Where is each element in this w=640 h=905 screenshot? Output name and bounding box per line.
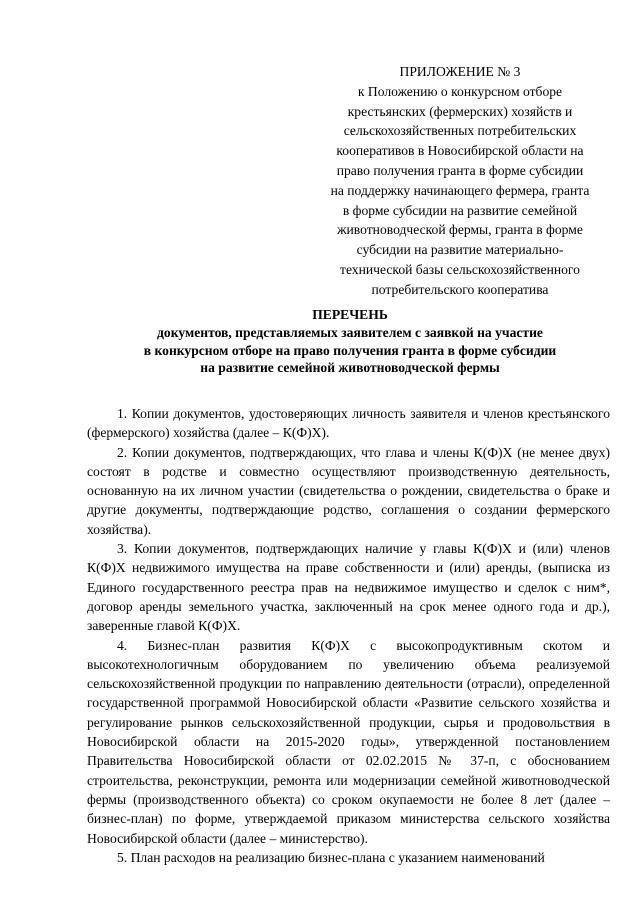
appendix-line: крестьянских (фермерских) хозяйств и <box>347 103 573 119</box>
list-item-5: 5. План расходов на реализацию бизнес-плана с указанием наименований <box>117 849 545 865</box>
appendix-line: кооперативов в Новосибирской области на <box>336 143 584 159</box>
title-line: на развитие семейной животноводческой фермы <box>200 360 500 376</box>
list-item-1: 1. Копии документов, удостоверяющих личность заявителя и членов крестьянского (фермерского) хозяйства (далее – К(Ф)Х). <box>87 406 610 441</box>
appendix-header <box>310 62 610 300</box>
appendix-line: к Положению о конкурсном отборе <box>357 83 563 99</box>
appendix-line: в форме субсидии на развитие семейной <box>342 202 578 218</box>
list-item-3: 3. Копии документов, подтверждающих наличие у главы К(Ф)Х и (или) членов К(Ф)Х недвижимого имущества на праве собственности и (или) аренды, (выписка из Единого государственного реестра прав на недвижимое имущество и сделок с ним*, договор аренды земельного участка, заключенный на срок менее одного года и др.), заверенные главой К(Ф)Х. <box>87 541 610 634</box>
title-line: документов, представляемых заявителем с заявкой на участие <box>157 324 543 340</box>
appendix-line: субсидии на развитие материально- <box>356 242 564 258</box>
document-body <box>87 404 610 867</box>
appendix-line: право получения гранта в форме субсидии <box>336 162 584 178</box>
appendix-line: потребительского кооператива <box>371 281 549 297</box>
title-heading: ПЕРЕЧЕНЬ <box>312 307 388 322</box>
document-title <box>60 306 640 377</box>
appendix-title: ПРИЛОЖЕНИЕ № 3 <box>399 64 521 79</box>
list-item-4: 4. Бизнес-план развития К(Ф)Х с высокопродуктивным скотом и высокотехнологичным оборудованием по увеличению объема реализуемой сельскохозяйственной продукции по направлению деятельности (отрасли), определенной государственной программой Новосибирской области «Развитие сельского хозяйства и регулирование рынков сельскохозяйственной продукции, сырья и продовольствия в Новосибирской области на 2015-2020 годы», утвержденной постановлением Правительства Новосибирской области от 02.02.2015 № 37-п, с обоснованием строительства, реконструкции, ремонта или модернизации семейной животноводческой фермы (производственного объекта) со сроком окупаемости не более 8 лет (далее – бизнес-план) по форме, утверждаемой приказом министерства сельского хозяйства Новосибирской области (далее – министерство). <box>87 637 610 846</box>
appendix-line: на поддержку начинающего фермера, гранта <box>330 182 590 198</box>
list-item-2: 2. Копии документов, подтверждающих, что глава и члены К(Ф)Х (не менее двух) состоят в родстве и совместно осуществляют производственную деятельность, основанную на их личном участии (свидетельства о рождении, свидетельства о браке и другие документы, подтверждающие родство, соглашения о создании фермерского хозяйства). <box>87 444 610 537</box>
appendix-line: технической базы сельскохозяйственного <box>340 261 580 277</box>
title-line: в конкурсном отборе на право получения гранта в форме субсидии <box>143 342 557 358</box>
appendix-line: сельскохозяйственных потребительских <box>343 123 577 139</box>
appendix-line: животноводческой фермы, гранта в форме <box>337 222 583 238</box>
